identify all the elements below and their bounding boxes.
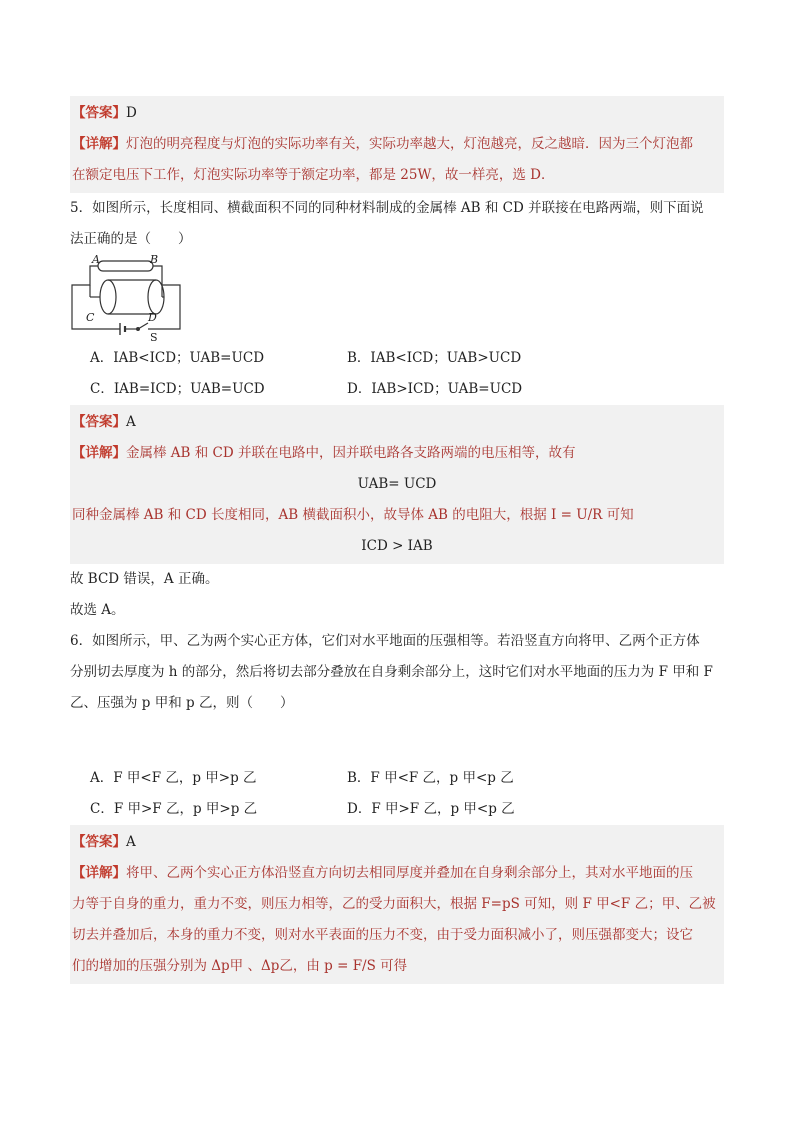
q5-option-a[interactable]: A．IAB<ICD；UAB=UCD bbox=[90, 350, 265, 366]
q6-options-row-1 bbox=[70, 763, 724, 794]
answer-value: A bbox=[126, 414, 136, 430]
q5-options-row-2 bbox=[70, 374, 724, 405]
q5-stem-line-2: 法正确的是（ ） bbox=[70, 231, 192, 247]
label-b: B bbox=[150, 255, 159, 266]
label-d: D bbox=[148, 311, 157, 324]
detail-text: 将甲、乙两个实心正方体沿竖直方向切去相同厚度并叠加在自身剩余部分上，其对水平地面的压 bbox=[126, 865, 693, 881]
q6-detail-line-3: 切去并叠加后，本身的重力不变，则对水平表面的压力不变，由于受力面积减小了，则压强都变大；设它 bbox=[72, 927, 693, 943]
q5-option-c[interactable]: C．IAB=ICD；UAB=UCD bbox=[90, 381, 265, 397]
answer-value: D bbox=[126, 105, 137, 121]
circuit-diagram bbox=[70, 255, 200, 343]
q5-equation-1: UAB= UCD bbox=[357, 476, 437, 492]
q4-detail-line-1 bbox=[72, 129, 722, 160]
q6-answer-block bbox=[70, 825, 724, 984]
label-c: C bbox=[86, 311, 95, 324]
q4-answer-line bbox=[72, 98, 722, 129]
q4-detail-line-2: 在额定电压下工作，灯泡实际功率等于额定功率，都是 25W，故一样亮，选 D． bbox=[72, 167, 555, 183]
rod-ab bbox=[98, 261, 153, 271]
q5-answer-block bbox=[70, 405, 724, 564]
q5-detail-line-2: 同种金属棒 AB 和 CD 长度相同，AB 横截面积小，故导体 AB 的电阻大，根据 I = U/R 可知 bbox=[72, 507, 634, 523]
q5-equation-2: ICD > IAB bbox=[361, 538, 433, 554]
q5-circuit-figure bbox=[70, 255, 724, 343]
rod-cd bbox=[108, 280, 156, 314]
q5-options-row-1 bbox=[70, 343, 724, 374]
document-page bbox=[70, 96, 724, 984]
answer-tag: 【答案】 bbox=[72, 105, 126, 121]
label-s: S bbox=[150, 331, 158, 343]
q5-conclusion-2: 故选 A。 bbox=[70, 602, 125, 618]
q6-stem-line-3: 乙、压强为 p 甲和 p 乙，则（ ） bbox=[70, 695, 294, 711]
answer-tag: 【答案】 bbox=[72, 834, 126, 850]
answer-tag: 【答案】 bbox=[72, 414, 126, 430]
q5-stem-line-1: 5．如图所示，长度相同、横截面积不同的同种材料制成的金属棒 AB 和 CD 并联接在电路两端，则下面说 bbox=[70, 200, 704, 216]
q5-option-d[interactable]: D．IAB>ICD；UAB=UCD bbox=[347, 381, 523, 397]
label-a: A bbox=[92, 255, 100, 266]
detail-tag: 【详解】 bbox=[72, 445, 126, 461]
q6-option-a[interactable]: A．F 甲<F 乙，p 甲>p 乙 bbox=[90, 770, 257, 786]
answer-value: A bbox=[126, 834, 136, 850]
q6-stem-line-2: 分别切去厚度为 h 的部分，然后将切去部分叠放在自身剩余部分上，这时它们对水平地面的压力为 F 甲和 F bbox=[70, 664, 713, 680]
q5-detail-line-1 bbox=[72, 438, 722, 469]
detail-tag: 【详解】 bbox=[72, 136, 126, 152]
q6-stem-line-1: 6．如图所示，甲、乙为两个实心正方体，它们对水平地面的压强相等。若沿竖直方向将甲、乙两个正方体 bbox=[70, 633, 700, 649]
q5-conclusion-1: 故 BCD 错误，A 正确。 bbox=[70, 571, 219, 587]
q5-option-b[interactable]: B．IAB<ICD；UAB>UCD bbox=[347, 350, 522, 366]
q6-detail-line-2: 力等于自身的重力，重力不变，则压力相等，乙的受力面积大，根据 F=pS 可知，则 F 甲<F 乙；甲、乙被 bbox=[72, 896, 716, 912]
detail-text: 金属棒 AB 和 CD 并联在电路中，因并联电路各支路两端的电压相等，故有 bbox=[126, 445, 576, 461]
q6-option-b[interactable]: B．F 甲<F 乙，p 甲<p 乙 bbox=[347, 770, 514, 786]
detail-tag: 【详解】 bbox=[72, 865, 126, 881]
detail-text: 灯泡的明亮程度与灯泡的实际功率有关，实际功率越大，灯泡越亮，反之越暗．因为三个灯泡都 bbox=[126, 136, 693, 152]
q6-answer-line bbox=[72, 827, 722, 858]
q6-detail-line-1 bbox=[72, 858, 722, 889]
q6-options-row-2 bbox=[70, 794, 724, 825]
q4-answer-block bbox=[70, 96, 724, 193]
q6-figure-space bbox=[70, 719, 724, 763]
q6-detail-line-4: 们的增加的压强分别为 Δp甲 、Δp乙，由 p = F/S 可得 bbox=[72, 958, 408, 974]
q5-answer-line bbox=[72, 407, 722, 438]
q6-option-d[interactable]: D．F 甲>F 乙，p 甲<p 乙 bbox=[347, 801, 515, 817]
q6-option-c[interactable]: C．F 甲>F 乙，p 甲>p 乙 bbox=[90, 801, 258, 817]
